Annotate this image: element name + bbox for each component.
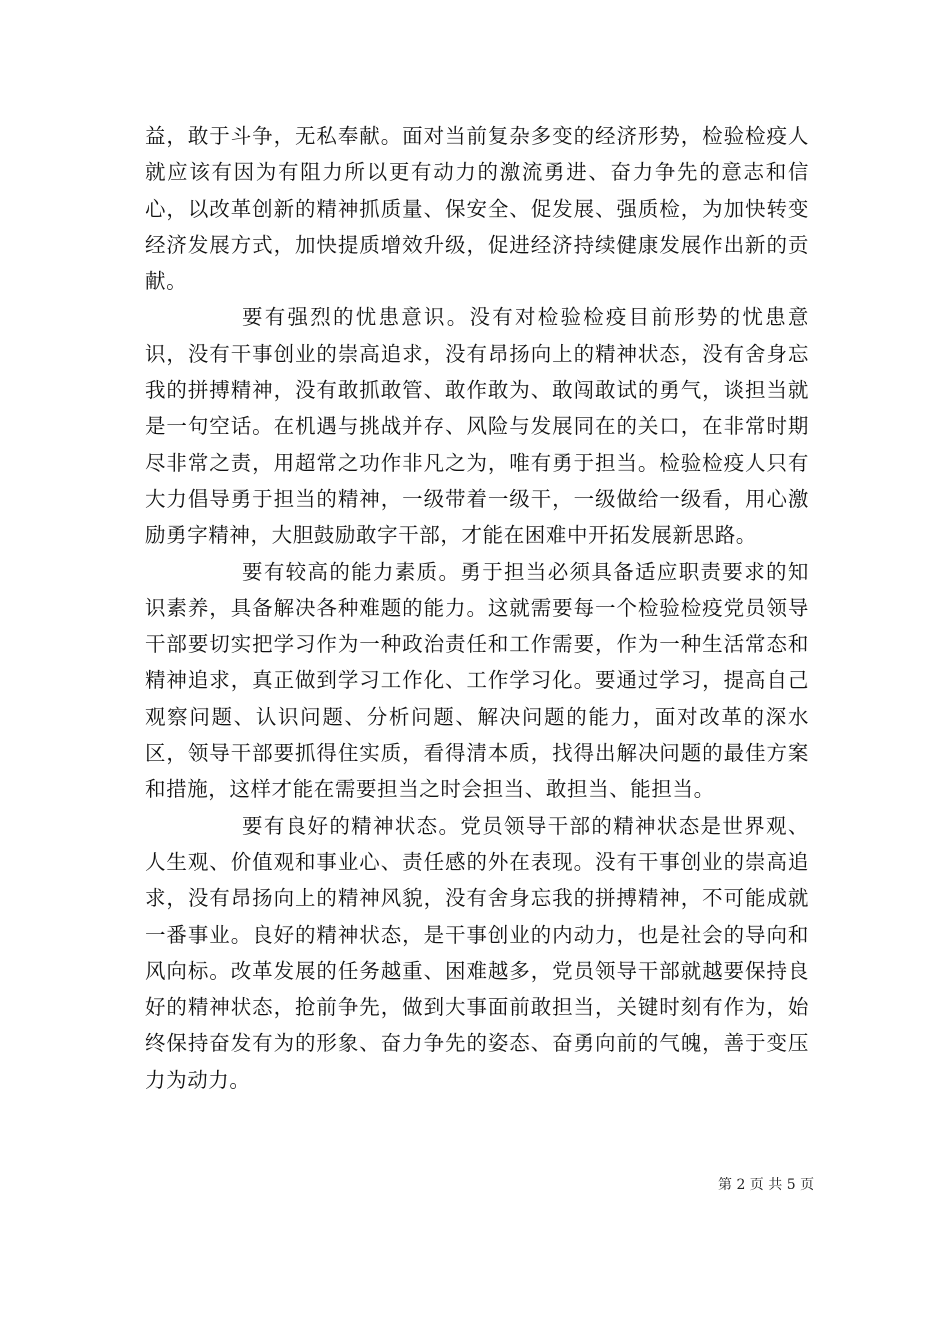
paragraph-sense-of-crisis: 要有强烈的忧患意识。没有对检验检疫目前形势的忧患意识，没有干事创业的崇高追求，没有昂扬向上的精神状态，没有舍身忘我的拼搏精神，没有敢抓敢管、敢作敢为、敢闯敢试的勇气，谈担当就是一句空话。在机遇与挑战并存、风险与发展同在的关口，在非常时期尽非常之责，用超常之功作非凡之为，唯有勇于担当。检验检疫人只有大力倡导勇于担当的精神，一级带着一级干，一级做给一级看，用心激励勇字精神，大胆鼓励敢字干部，才能在困难中开拓发展新思路。 bbox=[145, 305, 809, 548]
paragraph-mental-state: 要有良好的精神状态。党员领导干部的精神状态是世界观、人生观、价值观和事业心、责任感的外在表现。没有干事创业的崇高追求，没有昂扬向上的精神风貌，没有舍身忘我的拼搏精神，不可能成就一番事业。良好的精神状态，是干事创业的内动力，也是社会的导向和风向标。改革发展的任务越重、困难越多，党员领导干部就越要保持良好的精神状态，抢前争先，做到大事面前敢担当，关键时刻有作为，始终保持奋发有为的形象、奋力争先的姿态、奋勇向前的气魄，善于变压力为动力。 bbox=[145, 813, 809, 1092]
paragraph-continuation: 益，敢于斗争，无私奉献。面对当前复杂多变的经济形势，检验检疫人就应该有因为有阻力所以更有动力的激流勇进、奋力争先的意志和信心，以改革创新的精神抓质量、保安全、促发展、强质检，为加快转变经济发展方式，加快提质增效升级，促进经济持续健康发展作出新的贡献。 bbox=[145, 124, 809, 294]
paragraph-ability-quality: 要有较高的能力素质。勇于担当必须具备适应职责要求的知识素养，具备解决各种难题的能力。这就需要每一个检验检疫党员领导干部要切实把学习作为一种政治责任和工作需要，作为一种生活常态和精神追求，真正做到学习工作化、工作学习化。要通过学习，提高自己观察问题、认识问题、分析问题、解决问题的能力，面对改革的深水区，领导干部要抓得住实质，看得清本质，找得出解决问题的最佳方案和措施，这样才能在需要担当之时会担当、敢担当、能担当。 bbox=[145, 559, 809, 802]
page-number-label: 第 2 页 共 5 页 bbox=[718, 1177, 815, 1193]
document-body bbox=[145, 118, 809, 1098]
page-number-footer bbox=[718, 1176, 814, 1194]
